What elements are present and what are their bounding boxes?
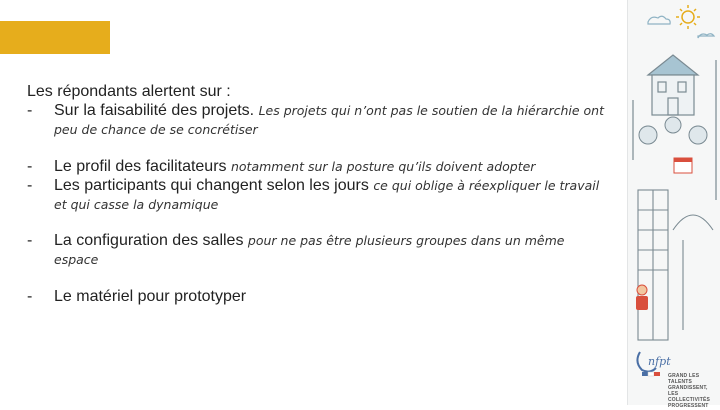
item-detail: ce qui oblige à réexpliquer le travail [373,178,600,193]
list-item [27,231,627,270]
item-detail-continuation: et qui casse la dynamique [54,197,219,212]
item-title: Le matériel pour prototyper [54,288,247,305]
accent-bar [0,21,110,54]
cnfpt-logo [637,352,671,376]
list-item [27,287,627,306]
item-title: La configuration des salles [54,232,244,249]
person-icon [636,285,648,310]
bullet-dash: - [27,102,33,119]
logo-tagline: GRAND LES TALENTS GRANDISSENT, LES COLLECTIVITÉS PROGRESSENT [668,373,711,409]
bullet-dash: - [27,232,33,249]
side-illustration [627,0,720,405]
list-item [27,157,627,176]
bullet-dash: - [27,288,33,305]
city-illustration-graphic [628,0,720,405]
sun-icon [676,5,700,29]
list-item [27,176,627,215]
item-title: Sur la faisabilité des projets. [54,102,255,119]
list-item [27,101,627,140]
item-detail-continuation: peu de chance de se concrétiser [54,122,258,137]
item-detail: pour ne pas être plusieurs groupes dans un même [247,233,565,248]
svg-text:nfpt: nfpt [648,355,671,368]
bullet-dash: - [27,177,33,194]
calendar-icon [674,158,692,173]
item-detail: Les projets qui n’ont pas le soutien de la hiérarchie ont [258,103,605,118]
item-detail: notamment sur la posture qu’ils doivent adopter [230,159,536,174]
bullet-dash: - [27,158,33,175]
item-title: Le profil des facilitateurs [54,158,227,175]
intro-text: Les répondants alertent sur : [27,83,231,100]
item-detail-continuation: espace [54,252,99,267]
slide-body [27,82,627,306]
item-title: Les participants qui changent selon les jours [54,177,369,194]
